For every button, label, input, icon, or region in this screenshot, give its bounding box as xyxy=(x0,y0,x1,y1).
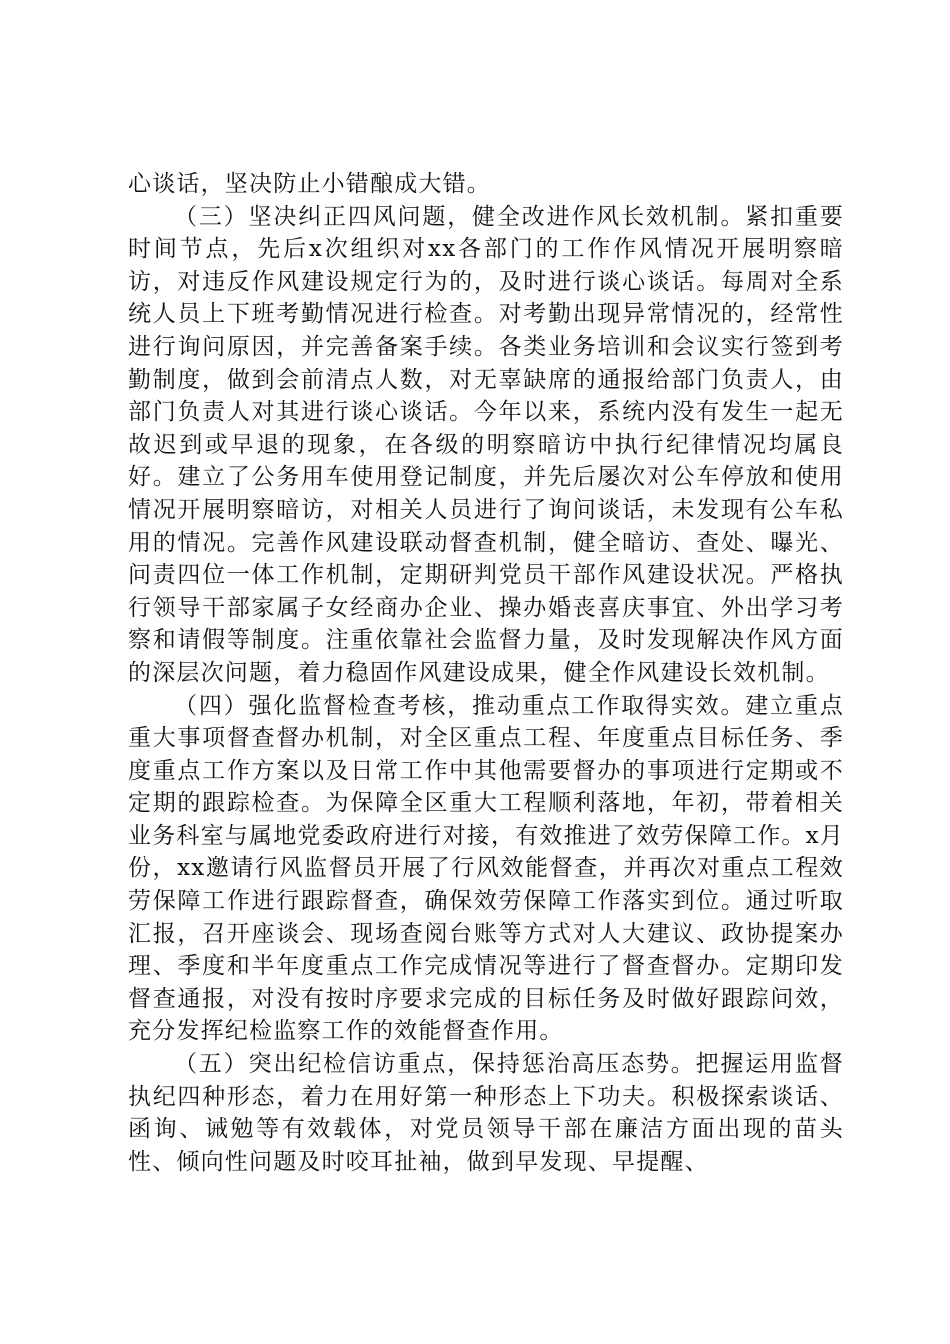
document-body xyxy=(128,168,844,1178)
paragraph-section-3: （三）坚决纠正四风问题，健全改进作风长效机制。紧扣重要时间节点，先后x次组织对xx各部门的工作作风情况开展明察暗访，对违反作风建设规定行为的，及时进行谈心谈话。每周对全系统人员上下班考勤情况进行检查。对考勤出现异常情况的，经常性进行询问原因，并完善备案手续。各类业务培训和会议实行签到考勤制度，做到会前清点人数，对无辜缺席的通报给部门负责人，由部门负责人对其进行谈心谈话。今年以来，系统内没有发生一起无故迟到或早退的现象，在各级的明察暗访中执行纪律情况均属良好。建立了公务用车使用登记制度，并先后屡次对公车停放和使用情况开展明察暗访，对相关人员进行了询问谈话，未发现有公车私用的情况。完善作风建设联动督查机制，健全暗访、查处、曝光、问责四位一体工作机制，定期研判党员干部作风建设状况。严格执行领导干部家属子女经商办企业、操办婚丧喜庆事宜、外出学习考察和请假等制度。注重依靠社会监督力量，及时发现解决作风方面的深层次问题，着力稳固作风建设成果，健全作风建设长效机制。 xyxy=(128,203,844,686)
paragraph-continuation: 心谈话，坚决防止小错酿成大错。 xyxy=(128,171,491,197)
paragraph-section-4: （四）强化监督检查考核，推动重点工作取得实效。建立重点重大事项督查督办机制，对全区重点工程、年度重点目标任务、季度重点工作方案以及日常工作中其他需要督办的事项进行定期或不定期的跟踪检查。为保障全区重大工程顺利落地，年初，带着相关业务科室与属地党委政府进行对接，有效推进了效劳保障工作。x月份，xx邀请行风监督员开展了行风效能督查，并再次对重点工程效劳保障工作进行跟踪督查，确保效劳保障工作落实到位。通过听取汇报，召开座谈会、现场查阅台账等方式对人大建议、政协提案办理、季度和半年度重点工作完成情况等进行了督查督办。定期印发督查通报，对没有按时序要求完成的目标任务及时做好跟踪问效，充分发挥纪检监察工作的效能督查作用。 xyxy=(128,692,844,1045)
paragraph-section-5: （五）突出纪检信访重点，保持惩治高压态势。把握运用监督执纪四种形态，着力在用好第一种形态上下功夫。积极探索谈话、函询、诫勉等有效载体，对党员领导干部在廉洁方面出现的苗头性、倾向性问题及时咬耳扯袖，做到早发现、早提醒、 xyxy=(128,1051,844,1175)
